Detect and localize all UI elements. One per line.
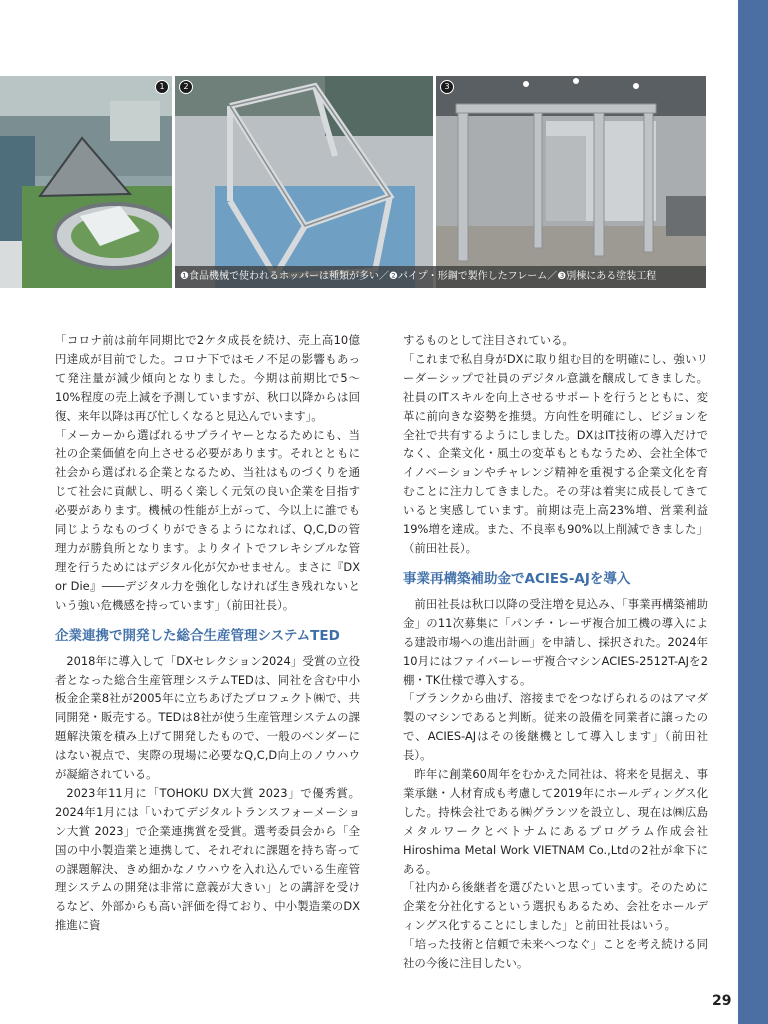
- photo-number-2: 2: [179, 80, 193, 94]
- paragraph: するものとして注目されている。: [403, 333, 574, 347]
- paragraph: 「メーカーから選ばれるサプライヤーとなるためにも、当社の企業価値を向上させる必要があります。それとともに社会から選ばれる企業となるため、当社はものづくりを通じて社会に貢献し、明るく楽しく元気の良い企業を目指す必要があります。機械の性能が上がって、今以上に誰でも同じようなものづくりができるようになれば、Q,C,Dの管理力が勝負所となります。よりタイトでフレキシブルな管理を行うためにはデジタル化が欠かせません。まさに『DX or Die』――デジタル力を強化しなければ生き残れないという強い危機感を持っています」（前田社長）。: [55, 427, 360, 612]
- paragraph: 「社内から後継者を選びたいと思っています。そのために企業を分社化するという選択もあるため、会社をホールディングス化することにしました」と前田社長はいう。: [403, 880, 708, 933]
- photo-number-1: 1: [155, 80, 169, 94]
- paragraph: 「コロナ前は前年同期比で2ケタ成長を続け、売上高10億円達成が目前でした。コロナ下ではモノ不足の影響もあって発注量が減少傾向となりました。今期は前期比で5～10%程度の売上減を予測していますが、秋口以降からは回復、来年以降は再び忙しくなると見込んでいます」。: [55, 333, 360, 423]
- left-column: [55, 331, 360, 935]
- paragraph: 「これまで私自身がDXに取り組む目的を明確にし、強いリーダーシップで社員のデジタル意識を醸成してきました。社員のITスキルを向上させるサポートを行うとともに、変革に前向きな姿勢を推奨。方向性を明確にし、ビジョンを全社で共有するようにしました。DXはIT技術の導入だけでなく、企業文化・風土の変革もともなうため、会社全体でイノベーションやチャレンジ精神を重視する企業文化を育むことに注力してきました。その芽は着実に成長してきていると実感しています。前期は売上高23%増、営業利益19%増を達成。また、不良率も90%以上削減できました」（前田社長）。: [403, 351, 708, 555]
- hopper-photo-image: [0, 76, 172, 288]
- paragraph: 「培った技術と信頼で未来へつなぐ」ことを考え続ける同社の今後に注目したい。: [403, 937, 708, 971]
- photo-number-3: 3: [440, 80, 454, 94]
- section-heading: 企業連携で開発した総合生産管理システムTED: [55, 627, 340, 644]
- page-number: 29: [712, 993, 732, 1009]
- photo-frame: [175, 76, 433, 288]
- booth-photo-image: [436, 76, 706, 288]
- frame-photo-image: [175, 76, 433, 288]
- paragraph: 前田社長は秋口以降の受注増を見込み、「事業再構築補助金」の11次募集に「パンチ・レーザ複合加工機の導入による建設市場への進出計画」を申請し、採択された。2024年10月にはファイバーレーザ複合マシンACIES-2512T-AJを2棚・TK仕様で導入する。: [403, 596, 708, 687]
- side-color-bar: [738, 0, 768, 1024]
- photo-caption: ❶食品機械で使われるホッパーは種類が多い／❷パイプ・形鋼で製作したフレーム／❸別棟にある塗装工程: [180, 271, 657, 282]
- paragraph: 2018年に導入して「DXセレクション2024」受賞の立役者となった総合生産管理システムTEDは、同社を含む中小板金企業8社が2005年に立ちあげたプロフェクト㈱で、共同開発・販売する。TEDは8社が使う生産管理システムの課題解決策を積み上げて開発したもので、一般のベンダーにはない視点で、実際の現場に必要なQ,C,D向上のノウハウが凝縮されている。: [55, 653, 360, 782]
- photo-painting-booth: [436, 76, 706, 288]
- photo-strip: [0, 76, 706, 288]
- section-heading: 事業再構築補助金でACIES-AJを導入: [403, 570, 631, 587]
- photo-hoppers: [0, 76, 172, 288]
- right-column: [403, 331, 708, 973]
- paragraph: 2023年11月に「TOHOKU DX大賞 2023」で優秀賞。2024年1月には「いわてデジタルトランスフォーメーション大賞 2023」で企業連携賞を受賞。選考委員会から「全国の中小製造業と連携して、それぞれに課題を持ち寄っての課題解決、きめ細かなノウハウを入れ込んでいる生産管理システムの開発は非常に意義が大きい」との講評を受けるなど、外部からも高い評価を得ており、中小製造業のDX推進に資: [55, 785, 360, 933]
- paragraph: 「ブランクから曲げ、溶接までをつなげられるのはアマダ製のマシンであると判断。従来の設備を同業者に譲ったので、ACIES-AJはその後継機として導入します」（前田社長）。: [403, 691, 708, 763]
- paragraph: 昨年に創業60周年をむかえた同社は、将来を見据え、事業承継・人材育成も考慮して2019年にホールディングス化した。持株会社である㈱グランツを設立し、現在は㈱広島メタルワークとベトナムにあるプログラム作成会社Hiroshima Metal Work VIETNAM Co.,Ltdの2社が傘下にある。: [403, 767, 708, 876]
